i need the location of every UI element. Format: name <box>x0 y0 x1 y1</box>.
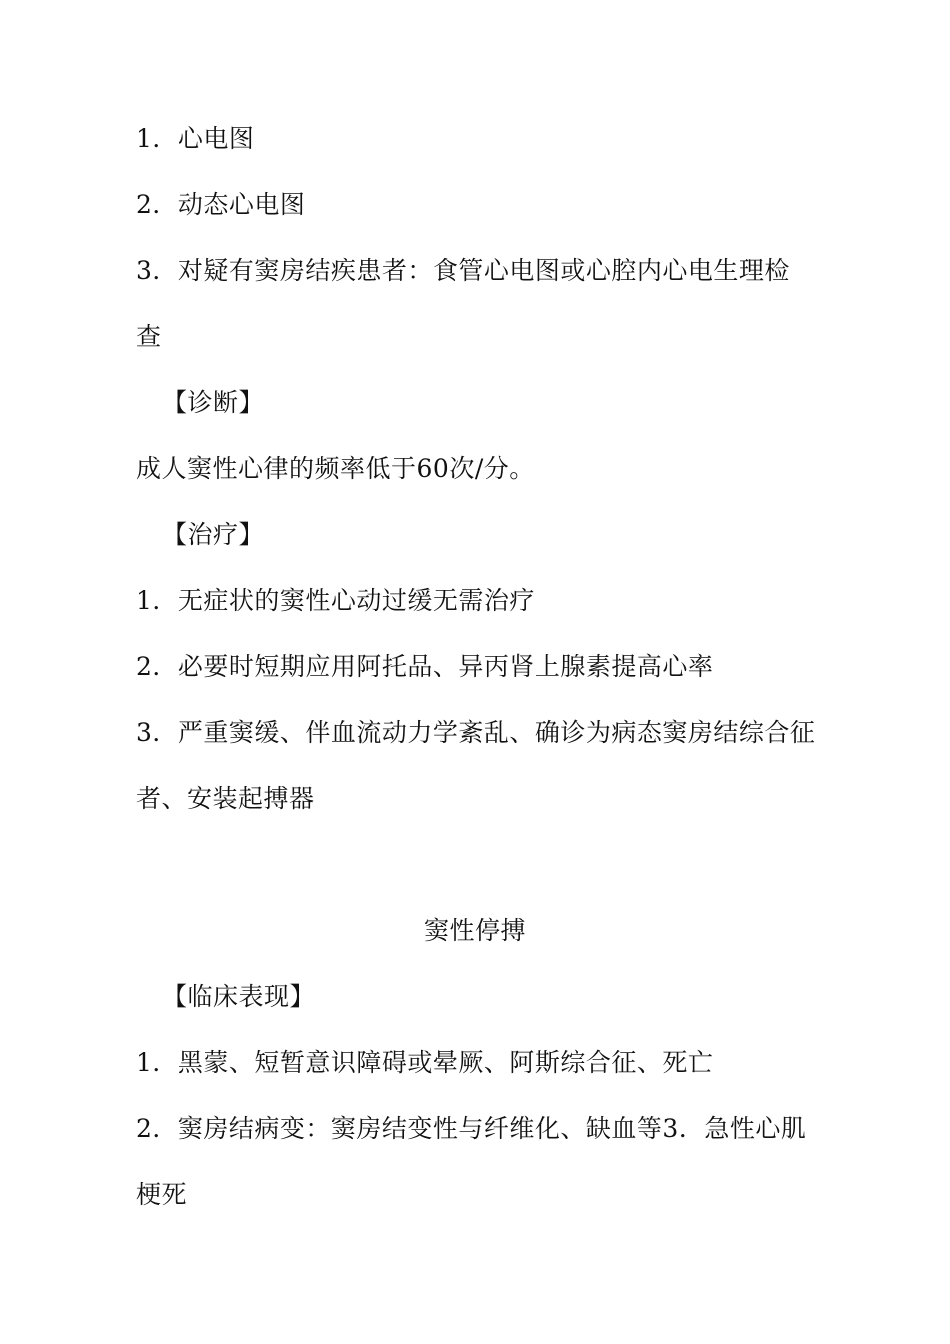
diagnosis-text: 成人窦性心律的频率低于60次/分。 <box>136 454 535 483</box>
exam-item-3: 3．对疑有窦房结疾患者：食管心电图或心腔内心电生理检 <box>136 256 790 285</box>
treatment-item-1: 1．无症状的窦性心动过缓无需治疗 <box>136 586 535 615</box>
exam-item-2: 2．动态心电图 <box>136 190 306 219</box>
clinical-item-1: 1．黑蒙、短暂意识障碍或晕厥、阿斯综合征、死亡 <box>136 1048 714 1077</box>
clinical-item-2-continued: 梗死 <box>136 1180 188 1209</box>
diagnosis-heading: 【诊断】 <box>162 388 265 417</box>
clinical-heading: 【临床表现】 <box>162 982 316 1011</box>
treatment-item-3: 3．严重窦缓、伴血流动力学紊乱、确诊为病态窦房结综合征 <box>136 718 816 747</box>
clinical-item-2: 2．窦房结病变：窦房结变性与纤维化、缺血等3．急性心肌 <box>136 1114 807 1143</box>
treatment-item-2: 2．必要时短期应用阿托品、异丙肾上腺素提高心率 <box>136 652 714 681</box>
treatment-item-3-continued: 者、安装起搏器 <box>136 784 315 813</box>
exam-item-1: 1．心电图 <box>136 124 255 153</box>
exam-item-3-continued: 查 <box>136 322 162 351</box>
section-title: 窦性停搏 <box>423 916 526 945</box>
treatment-heading: 【治疗】 <box>162 520 265 549</box>
